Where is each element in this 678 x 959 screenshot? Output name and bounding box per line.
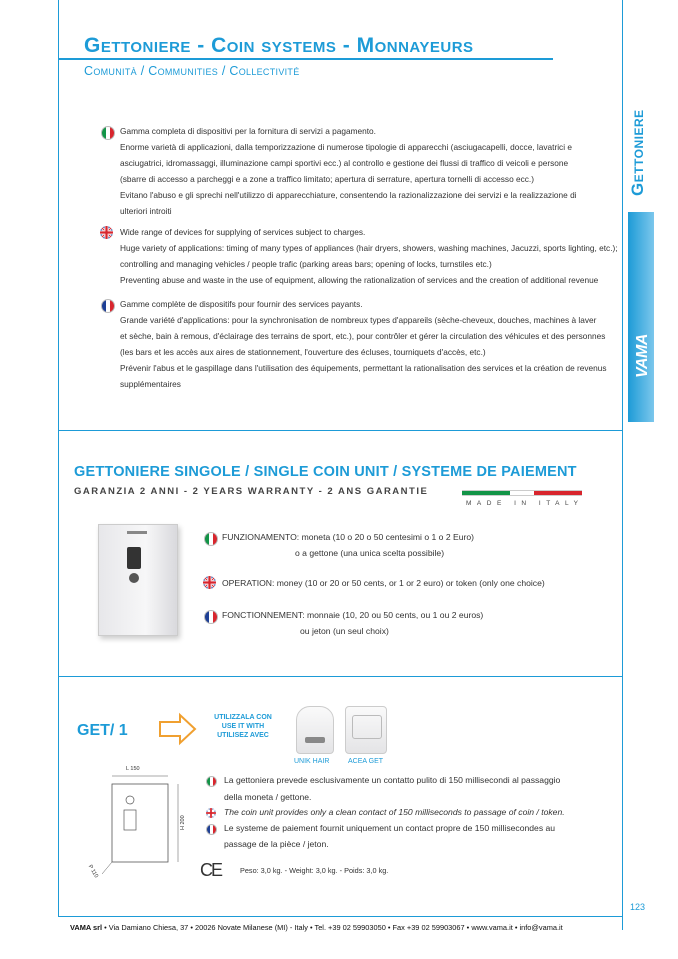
made-in-italy: MADE IN ITALY [466,500,584,507]
france-flag-icon [204,610,218,624]
intro-italian [120,123,590,219]
france-flag-icon [101,299,115,313]
intro-it-line: Enorme varietà di applicazioni, dalla temporizzazione di numerose tipologie di apparecchi (asciugacapelli, docce, lavatrici e [120,142,572,152]
dimension-depth: P 110 [86,864,99,880]
frame-right-line [622,0,623,930]
use-with-label [206,713,280,740]
side-tab-label: Gettoniere [628,109,647,196]
page-title: Gettoniere - Coin systems - Monnayeurs [84,34,474,57]
header-underline [58,58,553,60]
intro-fr-line: supplémentaires [120,379,181,389]
device-label [127,531,147,534]
uk-flag-icon [100,226,113,239]
intro-en-line: Wide range of devices for supplying of services subject to charges. [120,227,366,237]
intro-it-line: Gamma completa di dispositivi per la fornitura di servizi a pagamento. [120,126,376,136]
weight-text: Peso: 3,0 kg. - Weight: 3,0 kg. - Poids: 3,0 kg. [240,866,389,875]
use-with-en: USE IT WITH [221,723,265,730]
intro-fr-line: Grande variété d'applications: pour la synchronisation de nombreux types d'appareils (sèche-cheveux, douches, machines à laver [120,315,597,325]
intro-fr-line: et sèche, bain à remous, d'éclairage des terrains de sport, etc.), pour contrôler et gérer la circulation des véhicules et des personnes [120,331,606,341]
intro-french [120,296,607,392]
contact-it-1: La gettoniera prevede esclusivamente un contatto pulito di 150 millisecondi al passaggio [224,775,561,785]
technical-drawing [102,770,190,882]
page-number: 123 [630,902,646,912]
contact-fr-2: passage de la pièce / jeton. [224,839,329,849]
product-label-acea-get: ACEA GET [348,758,384,765]
frame-left-line [58,0,59,430]
page-subtitle: Comunità / Communities / Collectivité [84,64,300,78]
intro-fr-line: (les bars et les accès aux aires de stationnement, l'ouverture des écluses, tourniquets d'accès, etc.) [120,347,486,357]
dimension-width: L 150 [126,766,140,772]
single-unit-title: GETTONIERE SINGOLE / SINGLE COIN UNIT / SYSTEME DE PAIEMENT [74,464,577,480]
warranty-text: GARANZIA 2 ANNI - 2 YEARS WARRANTY - 2 ANS GARANTIE [74,486,429,497]
contact-it-2: della moneta / gettone. [224,792,312,802]
operation-fr-2: ou jeton (un seul choix) [300,626,389,636]
product-label-unik-hair: UNIK HAIR [294,758,330,765]
uk-flag-icon [203,576,216,589]
coin-return [129,573,139,583]
operation-it-1: FUNZIONAMENTO: moneta (10 o 20 o 50 centesimi o 1 o 2 Euro) [222,532,475,542]
intro-fr-line: Prévenir l'abus et le gaspillage dans l'utilisation des équipements, permettant la rationalisation des services et la création de revenus [120,363,607,373]
italian-tricolor-bar [462,490,582,496]
frame-left-line-3 [58,676,59,916]
section-divider-1 [58,430,622,431]
intro-fr-line: Gamme complète de dispositifs pour fournir des services payants. [120,299,363,309]
intro-en-line: Preventing abuse and waste in the use of equipment, allowing the rationalization of services and the creation of additional revenue [120,275,599,285]
intro-it-line: (sbarre di accesso a parcheggi e a zone a traffico limitato; apertura di serrature, apertura tornelli di accesso ecc.) [120,174,534,184]
contact-en: The coin unit provides only a clean contact of 150 milliseconds to passage of coin / token. [224,807,565,817]
footer-company: VAMA srl [70,923,103,932]
italy-flag-icon [206,776,217,787]
coin-slot [127,547,141,569]
france-flag-icon [206,824,217,835]
vama-logo: VAMA [634,334,651,378]
frame-left-line-2 [58,430,59,676]
footer-line [58,916,622,917]
italy-flag-icon [101,126,115,140]
operation-it-2: o a gettone (una unica scelta possibile) [295,548,445,558]
coin-unit-photo [98,524,178,636]
footer [70,923,563,932]
intro-en-line: Huge variety of applications: timing of many types of appliances (hair dryers, showers, washing machines, Jacuzzi, sports lighting, etc.); [120,243,618,253]
intro-english [120,224,618,288]
use-with-fr: UTILISEZ AVEC [217,732,269,739]
ce-mark: CE [200,860,222,880]
operation-en: OPERATION: money (10 or 20 or 50 cents, or 1 or 2 euro) or token (only one choice) [222,578,545,588]
intro-it-line: ulteriori introiti [120,206,172,216]
operation-fr-1: FONCTIONNEMENT: monnaie (10, 20 ou 50 cents, ou 1 ou 2 euros) [222,610,484,620]
dimension-height: H 200 [180,815,186,830]
acea-get-product-image [345,706,387,754]
arrow-right-icon [158,712,198,746]
side-accent-bar [628,212,654,422]
model-name: GET/ 1 [77,722,128,739]
section-divider-2 [58,676,622,677]
contact-fr-1: Le systeme de paiement fournit uniquement un contact propre de 150 millisecondes au [224,823,556,833]
intro-it-line: Evitano l'abuso e gli sprechi nell'utilizzo di apparecchiature, consentendo la razionalizzazione dei servizi e la realizzazione di [120,190,577,200]
intro-en-line: controlling and managing vehicles / people trafic (parking areas bars; opening of locks, turnstiles etc.) [120,259,492,269]
unik-hair-product-image [296,706,334,754]
intro-it-line: asciugatrici, idromassaggi, illuminazione campi sportivi ecc.) al controllo e gestione dei flussi di traffico di veicoli e persone [120,158,569,168]
italy-flag-icon [204,532,218,546]
use-with-it: UTILIZZALA CON [214,714,272,721]
uk-flag-icon [206,808,216,818]
footer-contact: • Via Damiano Chiesa, 37 • 20026 Novate Milanese (MI) - Italy • Tel. +39 02 59903050 • Fax +39 02 59903067 • www.vama.it • info@vama.it [102,923,563,932]
